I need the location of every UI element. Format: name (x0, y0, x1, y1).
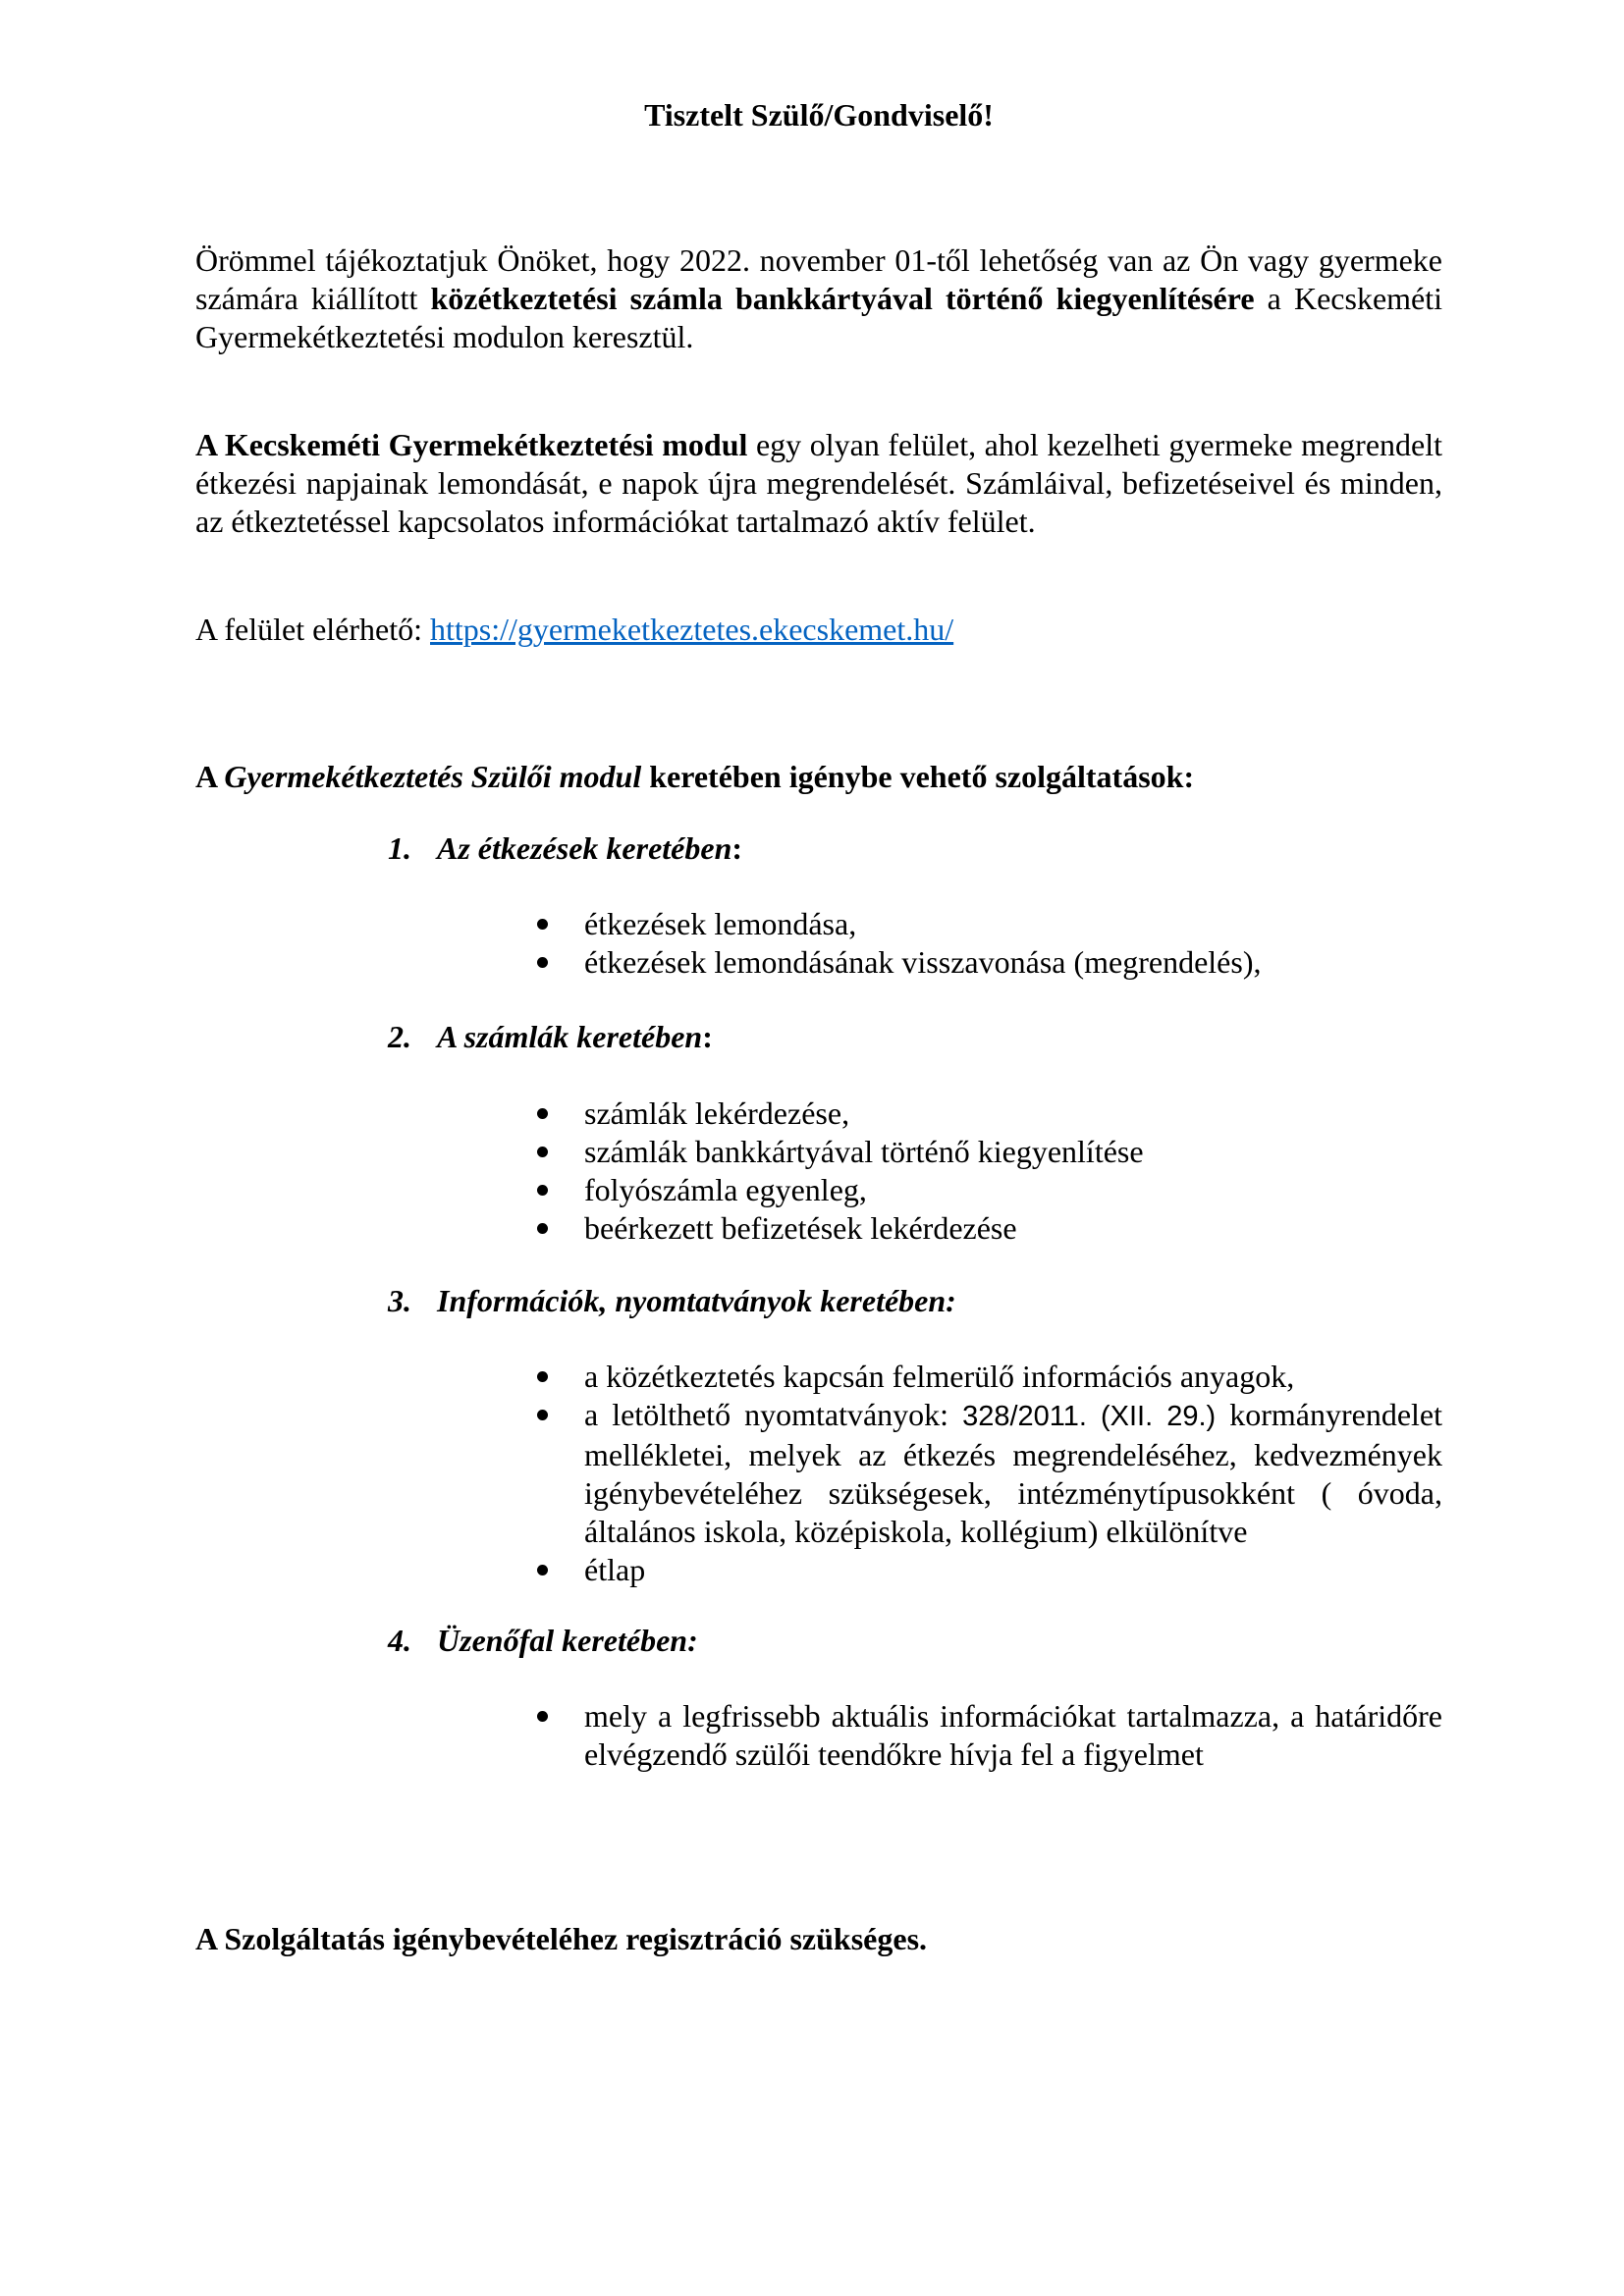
section-suffix: : (731, 830, 743, 866)
list-item: számlák bankkártyával történő kiegyenlítése (529, 1133, 1442, 1171)
section-number: 2. (388, 1019, 411, 1054)
bullet-icon (537, 1108, 548, 1119)
bullet-icon (537, 1711, 548, 1722)
list-item (529, 1396, 1442, 1551)
intro-text-end: a Kecskeméti Gyermekétkeztetési modulon keresztül. (195, 281, 1443, 354)
list-item: étkezések lemondása, (529, 905, 1442, 943)
list-item: a közétkeztetés kapcsán felmerülő információs anyagok, (529, 1358, 1442, 1396)
registration-note: A Szolgáltatás igénybevételéhez regisztráció szükséges. (195, 1921, 928, 1956)
decree-reference: 328/2011. (XII. 29.) (962, 1401, 1217, 1432)
services-heading (195, 758, 1442, 796)
section-heading-message-board (388, 1622, 698, 1660)
bullet-icon (537, 1371, 548, 1382)
module-description (195, 426, 1442, 541)
intro-text-start: Örömmel tájékoztatjuk Önöket, hogy 2022. november 01-től lehetőség van az Ön vagy gyermeke számára kiállított (195, 242, 1442, 316)
list-item: étkezések lemondásának visszavonása (megrendelés), (529, 943, 1442, 982)
module-name: A Kecskeméti Gyermekétkeztetési modul (195, 427, 748, 462)
section-number: 4. (388, 1623, 411, 1658)
list-item: mely a legfrissebb aktuális információkat tartalmazza, a határidőre elvégzendő szülői teendőkre hívja fel a figyelmet (529, 1697, 1442, 1774)
forms-text: kormányrendelet mellékletei, melyek az étkezés megrendeléséhez, kedvezmények igénybevételéhez szükségesek, intézménytípusokként ( óvoda, általános iskola, középiskola, kollégium) elkülönítve (584, 1397, 1443, 1549)
intro-bold-text: közétkeztetési számla bankkártyával történő kiegyenlítésére (430, 281, 1255, 316)
services-heading-italic: Gyermekétkeztetés Szülői modul (224, 759, 642, 794)
module-description-text: egy olyan felület, ahol kezelheti gyermeke megrendelt étkezési napjainak lemondását, e napok újra megrendelését. Számláival, befizetéseivel és minden, az étkeztetéssel kapcsolatos információkat tartalmazó aktív felület. (195, 427, 1443, 539)
section-heading-information (388, 1282, 956, 1320)
section-title: Üzenőfal keretében: (437, 1623, 698, 1658)
list-item: folyószámla egyenleg, (529, 1171, 1442, 1209)
list-item: beérkezett befizetések lekérdezése (529, 1209, 1442, 1248)
bullet-icon (537, 1223, 548, 1234)
section-title: Információk, nyomtatványok keretében: (437, 1283, 956, 1318)
intro-paragraph (195, 241, 1442, 356)
page-title: Tisztelt Szülő/Gondviselő! (644, 97, 994, 133)
section-heading-meals (388, 829, 742, 868)
bullet-icon (537, 1565, 548, 1575)
bullet-icon (537, 957, 548, 968)
bullet-icon (537, 1185, 548, 1196)
bullet-icon (537, 1410, 548, 1420)
services-heading-start: A (195, 759, 225, 794)
invoices-list (529, 1095, 1442, 1248)
section-title: Az étkezések keretében (437, 830, 732, 866)
section-number: 1. (388, 830, 411, 866)
section-heading-invoices (388, 1018, 713, 1056)
section-suffix: : (702, 1019, 713, 1054)
section-title: A számlák keretében (437, 1019, 703, 1054)
list-item: étlap (529, 1551, 1442, 1589)
forms-prefix: a letölthető nyomtatványok: (584, 1397, 963, 1432)
services-heading-end: keretében igénybe vehető szolgáltatások: (641, 759, 1195, 794)
section-number: 3. (388, 1283, 411, 1318)
bullet-icon (537, 1147, 548, 1157)
list-item: számlák lekérdezése, (529, 1095, 1442, 1133)
document-page (195, 0, 1442, 2296)
information-list (529, 1358, 1442, 1589)
meals-list (529, 905, 1442, 982)
message-board-list (529, 1697, 1442, 1774)
access-line (195, 611, 1442, 649)
bullet-icon (537, 919, 548, 930)
access-url-link[interactable]: https://gyermeketkeztetes.ekecskemet.hu/ (430, 612, 954, 647)
access-label: A felület elérhető: (195, 612, 431, 647)
